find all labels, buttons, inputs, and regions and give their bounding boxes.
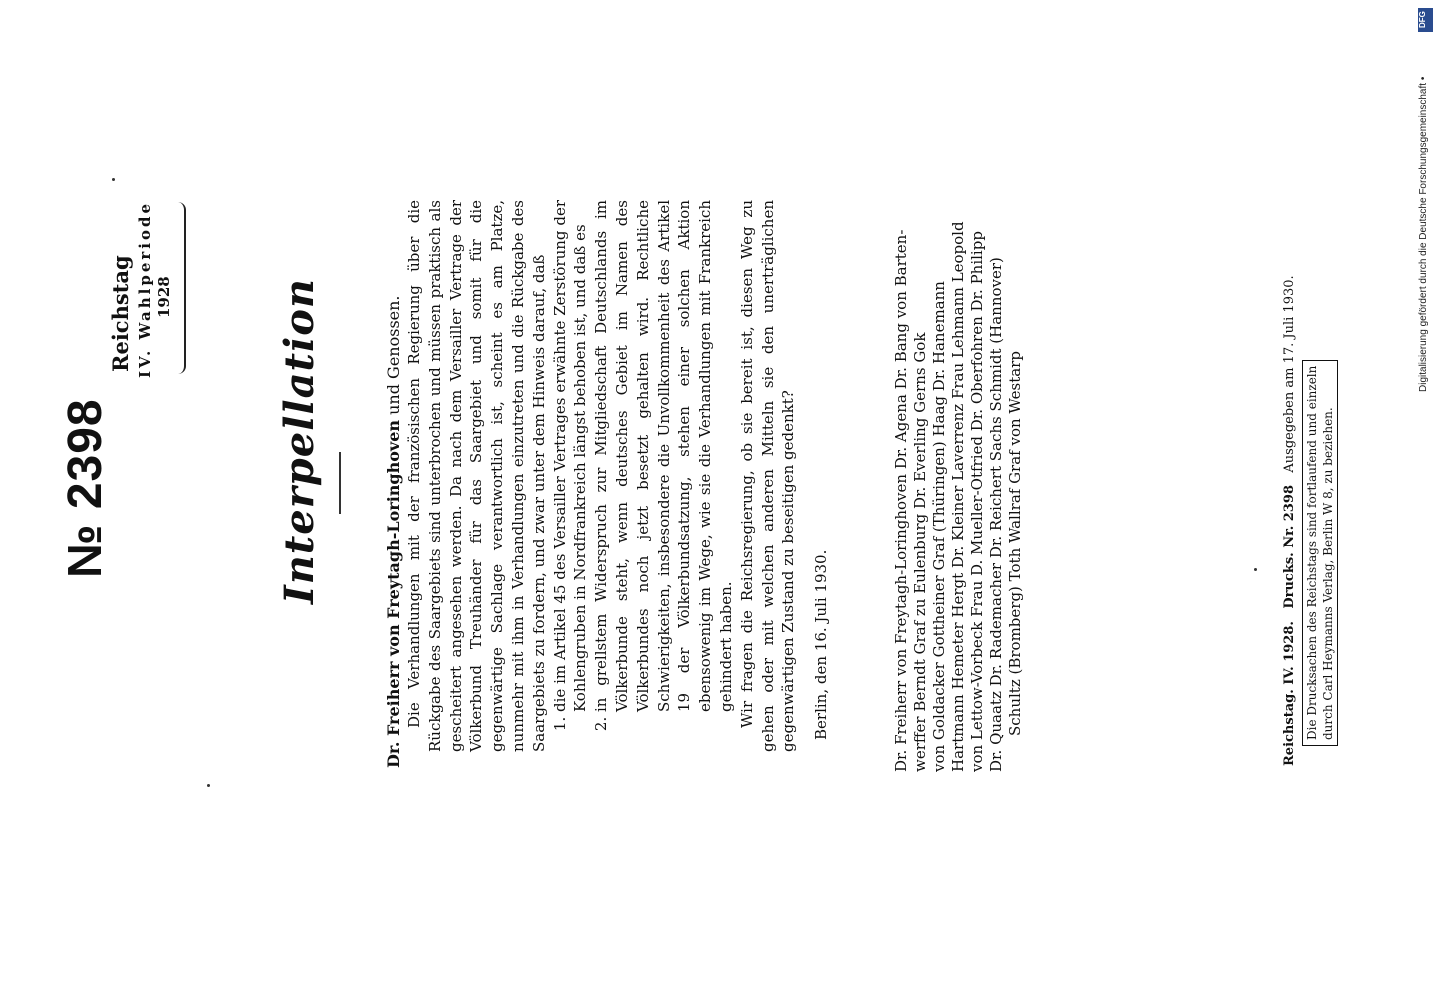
page-title: Interpellation bbox=[276, 278, 323, 604]
notice-line-1: Die Drucksachen des Reichstags sind fortlaufend und einzeln bbox=[1305, 365, 1319, 740]
point-1: 1. die im Artikel 45 des Versailler Vertrages erwähnte Zerstörung der Kohlengruben in Nordfrankreich längst behoben ist, und daß es bbox=[550, 200, 592, 712]
digitization-credit: Digitalisierung gefördert durch die Deutsche Forschungsgemeinschaft • bbox=[1418, 76, 1429, 392]
title-rule bbox=[339, 452, 341, 514]
notice-line-2: durch Carl Heymanns Verlag, Berlin W 8, zu beziehen. bbox=[1321, 407, 1335, 740]
signatory-line: Hartmann Hemeter Hergt Dr. Kleiner Laverrenz Frau Lehmann Leopold bbox=[949, 221, 967, 772]
point-2: 2. in grellstem Widerspruch zur Mitgliedschaft Deutschlands im Völkerbunde steht, wenn deutsches Gebiet im Namen des Völkerbundes noch jetzt besetzt gehalten wird. Rechtliche Schwierigkeiten, insbesondere die Unvollkommenheit des Artikel 19 der Völkerbundsatzung, stehen einer solchen Aktion ebensowenig im Wege, wie sie die Verhandlungen mit Frankreich gehindert haben. bbox=[591, 200, 737, 712]
scan-speck bbox=[207, 784, 210, 787]
dfg-logo-icon: DFG bbox=[1418, 8, 1433, 32]
interpellation-body bbox=[404, 200, 799, 752]
signatory-line: Dr. Freiherr von Freytagh-Loringhoven Dr. Agena Dr. Bang von Barten- bbox=[892, 229, 910, 772]
authors-line bbox=[384, 295, 403, 768]
imprint-issued: Ausgegeben am 17. Juli 1930. bbox=[1282, 275, 1297, 473]
reichstag-label: Reichstag bbox=[108, 255, 133, 372]
imprint-left: Reichstag. IV. 1928. bbox=[1282, 621, 1297, 766]
signatory-line: von Lettow-Vorbeck Frau D. Mueller-Otfried Dr. Oberfohren Dr. Philipp bbox=[968, 231, 986, 772]
header-brace bbox=[176, 202, 186, 374]
author-name: Dr. Freiherr von Freytagh-Loringhoven bbox=[384, 419, 403, 768]
question-paragraph: Wir fragen die Reichsregierung, ob sie bereit ist, diesen Weg zu gehen oder mit welchen anderen Mitteln sie den unerträglichen gegenwärtigen Zustand zu beseitigen gedenkt? bbox=[737, 200, 798, 752]
intro-paragraph: Die Verhandlungen mit der französischen Regierung über die Rückgabe des Saargebiets sind unterbrochen und müssen praktisch als gescheitert angesehen werden. Da nach dem Versailler Vertrage der Völkerbund Treuhänder für das Saargebiet und somit für die gegenwärtige Sachlage verantwortlich ist, scheint es am Platze, nunmehr mit ihm in Verhandlungen einzutreten und die Rückgabe des Saargebiets zu fordern, und zwar unter dem Hinweis darauf, daß bbox=[405, 200, 548, 752]
imprint-druck: Drucks. Nr. 2398 bbox=[1282, 485, 1297, 609]
signatory-line: Schultz (Bromberg) Toth Wallraf Graf von Westarp bbox=[1006, 351, 1024, 736]
scan-speck bbox=[112, 178, 115, 181]
signatory-line: Dr. Quaatz Dr. Rademacher Dr. Reichert Sachs Schmidt (Hannover) bbox=[987, 257, 1005, 772]
year-label: 1928 bbox=[155, 276, 173, 318]
signatories bbox=[892, 221, 1025, 772]
signatory-line: von Goldacker Gottheiner Graf (Thüringen) Haag Dr. Hanemann bbox=[930, 281, 948, 772]
author-suffix: und Genossen. bbox=[384, 295, 403, 420]
notice-box bbox=[1302, 360, 1338, 746]
doc-number: № 2398 bbox=[59, 398, 112, 578]
wahlperiode-label: IV. Wahlperiode bbox=[136, 200, 154, 378]
scan-speck bbox=[1254, 568, 1257, 571]
date-line: Berlin, den 16. Juli 1930. bbox=[812, 549, 830, 740]
imprint-line bbox=[1282, 275, 1297, 766]
signatory-line: werffer Berndt Graf zu Eulenburg Dr. Everling Gerns Gok bbox=[911, 332, 929, 772]
